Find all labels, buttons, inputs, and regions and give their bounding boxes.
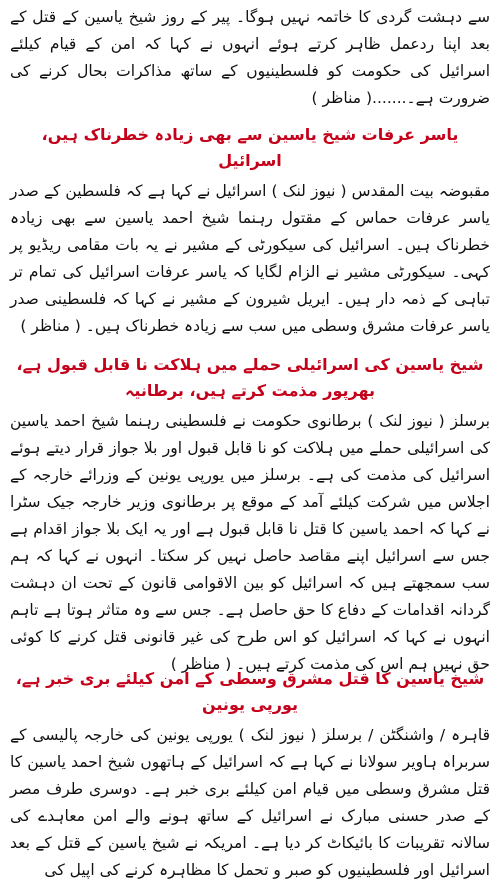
article-3-paragraph: برسلز ( نیوز لنک ) برطانوی حکومت نے فلسطینی رہنما شیخ احمد یاسین کی اسرائیلی حملے میں ہلاکت کو نا قابل قبول اور بلا جواز قرار دیتے ہوئے اسرائیل کی مذمت کی ہے۔ برسلز میں یورپی یونین کے وزرائے خارجہ کے اجلاس میں شرکت کیلئے آمد کے موقع پر برطانوی وزیر خارجہ جیک سٹرا نے کہا کہ احمد یاسین کا قتل نا قابل قبول ہے اور یہ ایک بلا جواز اقدام ہے جس سے اسرائیل اپنے مقاصد حاصل نہیں کر سکتا۔ انہوں نے کہا کہ ہم سب سمجھتے ہیں کہ اسرائیل کو بین الاقوامی قانون کے تحت ان دہشت گردانہ اقدامات کے دفاع کا حق حاصل ہے۔ جس سے وہ متاثر ہوتا ہے تاہم انہوں نے کہا کہ اسرائیل کو اس طرح کی غیر قانونی قتل کرنے کا کوئی حق نہیں ہم اس کی مذمت کرتے ہیں۔ ( مناظر ) (10, 412, 490, 673)
article-3-headline: شیخ یاسین کی اسرائیلی حملے میں ہلاکت نا قابل قبول ہے، بھرپور مذمت کرتے ہیں، برطانیہ (16, 355, 484, 400)
article-1-paragraph: سے دہشت گردی کا خاتمہ نہیں ہوگا۔ پیر کے روز شیخ یاسین کے قتل کے بعد اپنا ردعمل ظاہر کرتے ہوئے انہوں نے کہا کہ امن کے قیام کیلئے اسرائیل کی حکومت کو فلسطینیوں کے ساتھ مذاکرات بحال کرنے کی ضرورت ہے۔.......( مناظر ) (10, 8, 490, 107)
article-4-headline: شیخ یاسین کا قتل مشرق وسطی کے امن کیلئے بری خبر ہے، یورپی یونین (15, 669, 485, 714)
article-4-paragraph: قاہرہ / واشنگٹن / برسلز ( نیوز لنک ) یورپی یونین کی خارجہ پالیسی کے سربراہ ہاویر سولانا نے کہا ہے کہ اسرائیل کے ہاتھوں شیخ احمد یاسین کا قتل مشرق وسطی میں قیام امن کیلئے بری خبر ہے۔ دوسری طرف مصر کے صدر حسنی مبارک نے اسرائیل کے ساتھ ہونے والے امن معاہدے کی سالانہ تقریبات کا بائیکاٹ کر دیا ہے۔ امریکہ نے شیخ یاسین کے قتل کے بعد اسرائیل اور فلسطینیوں کو صبر و تحمل کا مظاہرہ کرنے کی اپیل کی (10, 726, 490, 879)
article-2-paragraph: مقبوضہ بیت المقدس ( نیوز لنک ) اسرائیل نے کہا ہے کہ فلسطین کے صدر یاسر عرفات حماس کے مقتول رہنما شیخ احمد یاسین سے بھی زیادہ خطرناک ہیں۔ اسرائیل کی سیکورٹی کے مشیر نے یہ بات مقامی ریڈیو پر کہی۔ سیکورٹی مشیر نے الزام لگایا کہ یاسر عرفات اسرائیل کی تمام تر تباہی کے ذمہ دار ہیں۔ ایریل شیرون کے مشیر نے کہا کہ فلسطینی صدر یاسر عرفات مشرق وسطی میں سب سے زیادہ خطرناک ہیں۔ ( مناظر ) (10, 182, 490, 335)
article-2-headline: یاسر عرفات شیخ یاسین سے بھی زیادہ خطرناک ہیں، اسرائیل (41, 125, 459, 170)
